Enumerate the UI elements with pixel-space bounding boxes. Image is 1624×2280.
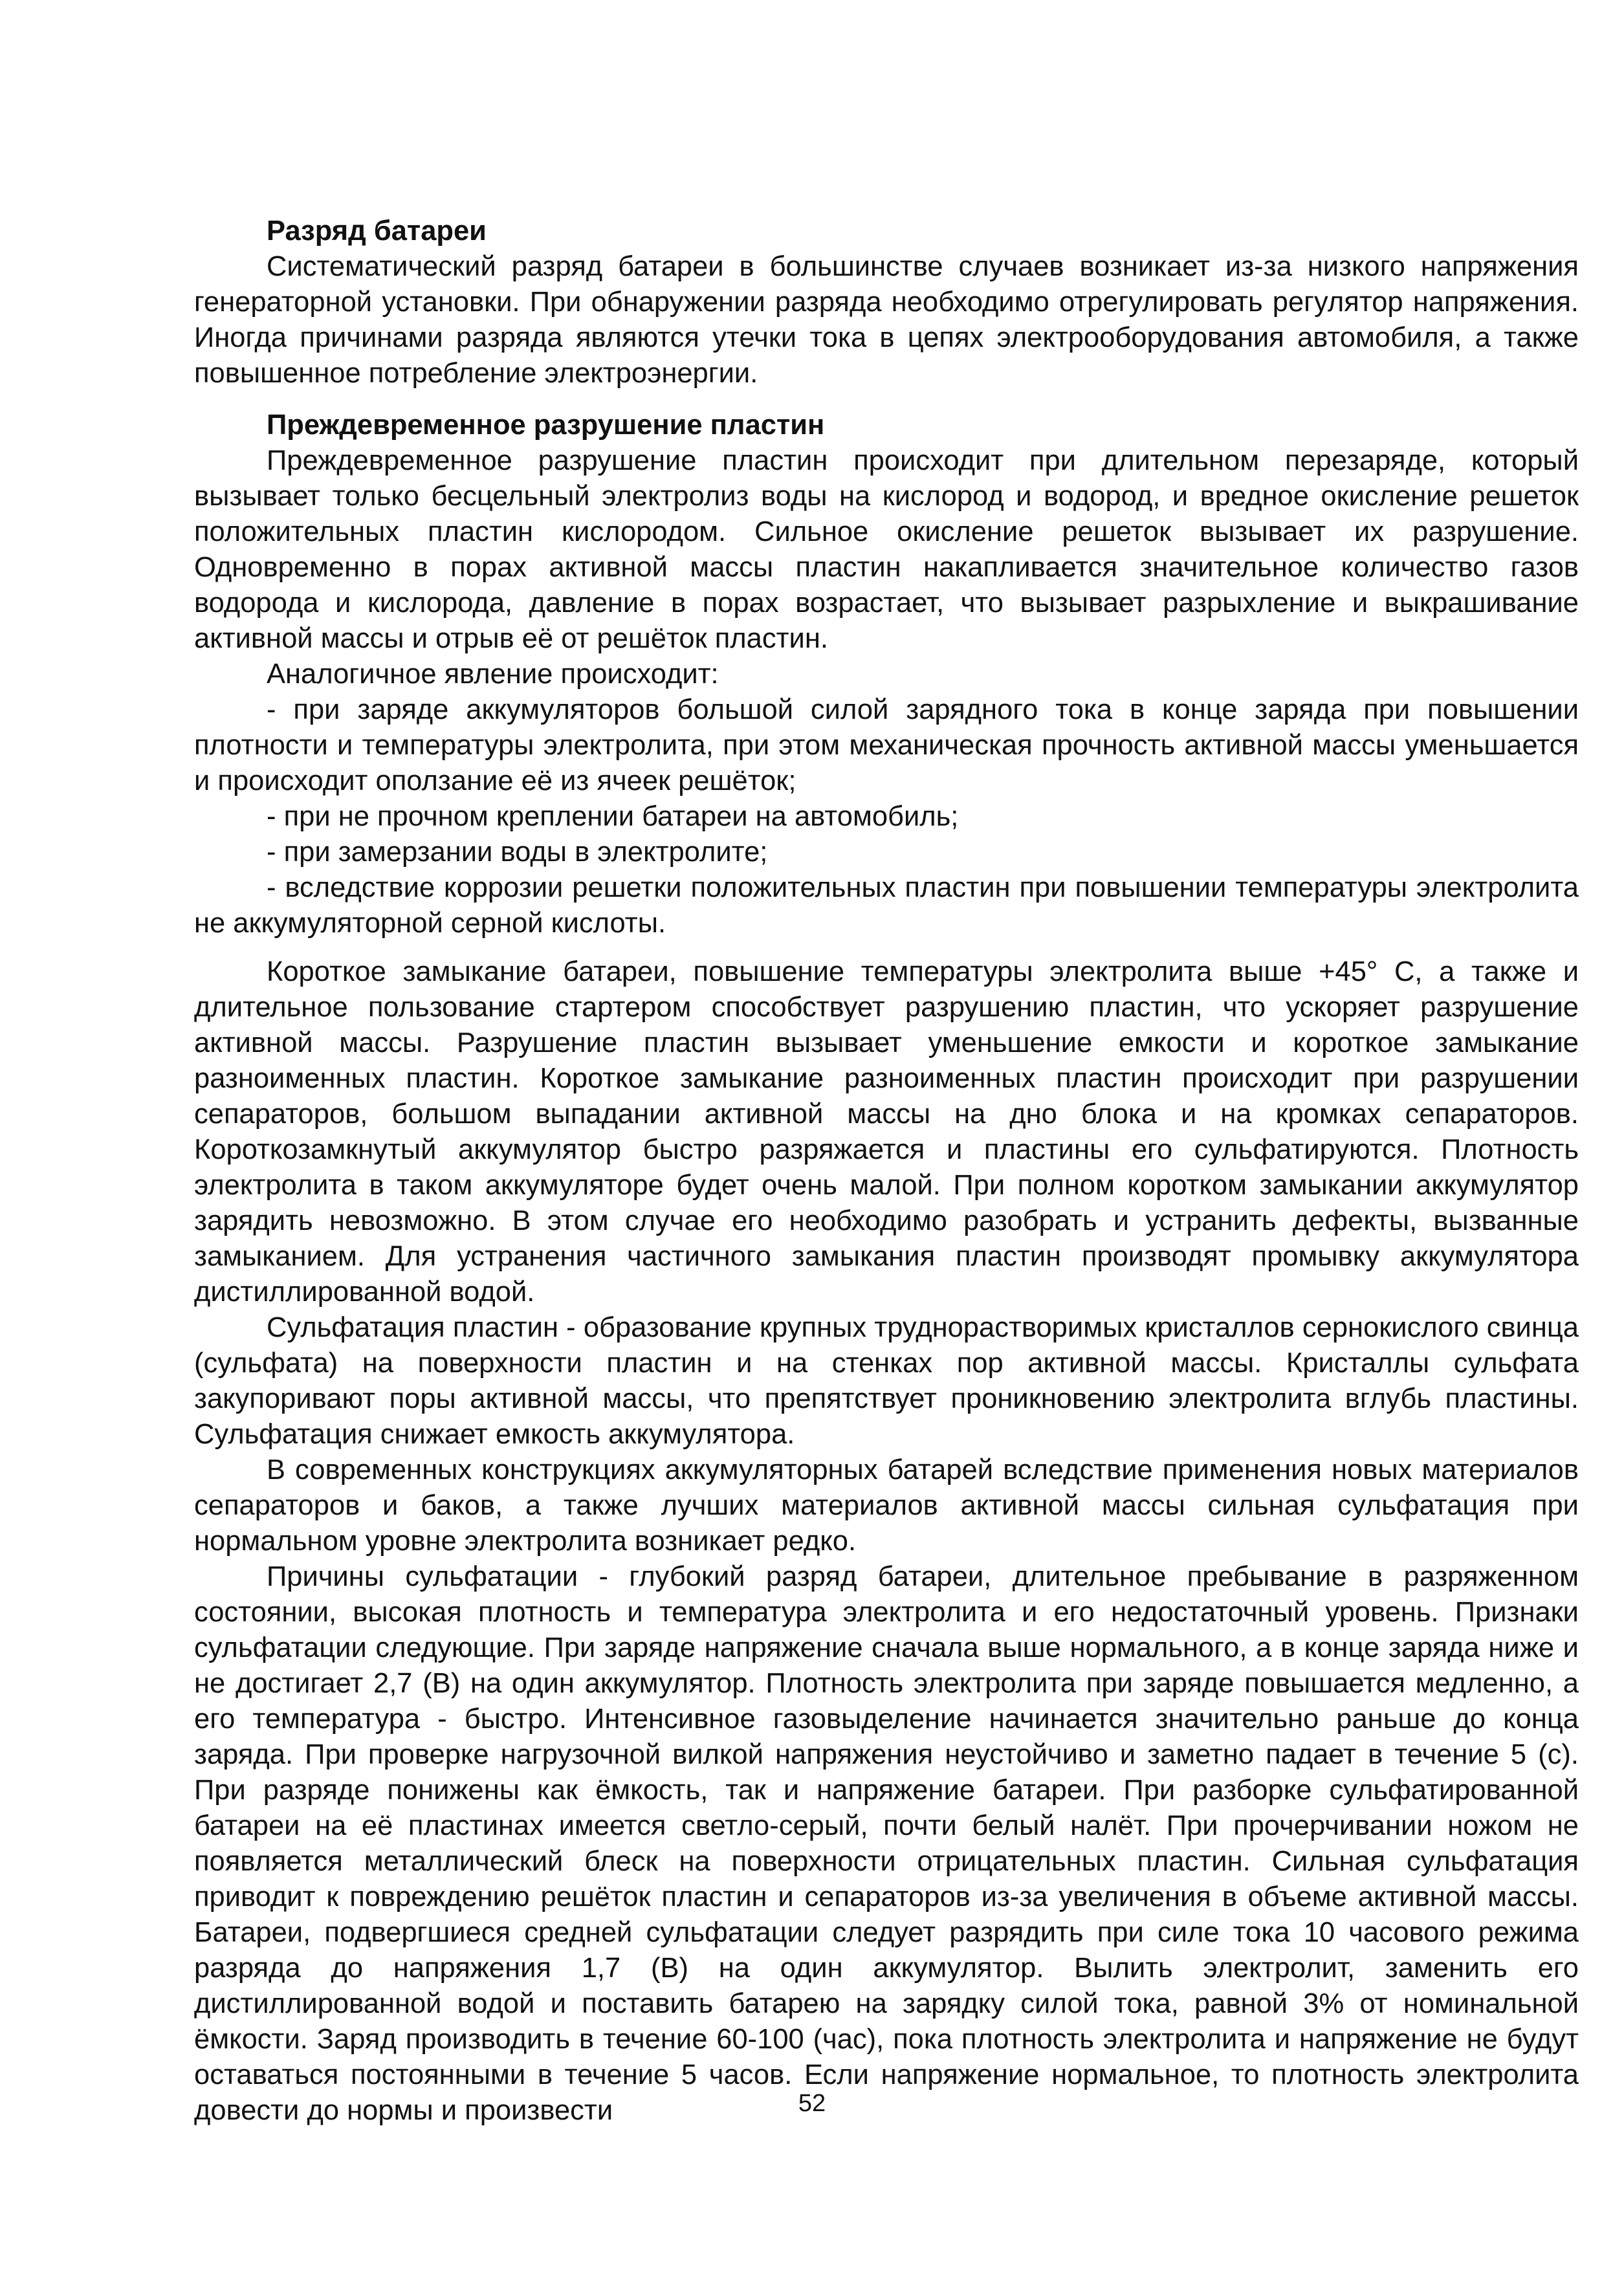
list-item-4: - вследствие коррозии решетки положительных пластин при повышении температуры электролита не аккумуляторной серной кислоты.	[194, 872, 1579, 939]
paragraph-plates-1: Преждевременное разрушение пластин происходит при длительном перезаряде, который вызывает только бесцельный электролиз воды на кислород и водород, и вредное окисление решеток положительных пластин кислородом. Сильное окисление решеток вызывает их разрушение. Одновременно в порах активной массы пластин накапливается значительное количество газов водорода и кислорода, давление в порах возрастает, что вызывает разрыхление и выкрашивание активной массы и отрыв её от решёток пластин.	[194, 445, 1579, 654]
list-item-1: - при заряде аккумуляторов большой силой зарядного тока в конце заряда при повышении плотности и температуры электролита, при этом механическая прочность активной массы уменьшается и происходит оползание её из ячеек решёток;	[194, 694, 1579, 796]
paragraph-plates-6: Причины сульфатации - глубокий разряд батареи, длительное пребывание в разряженном состоянии, высокая плотность и температура электролита и его недостаточный уровень. Признаки сульфатации следующие. При заряде напряжение сначала выше нормального, а в конце заряда ниже и не достигает 2,7 (В) на один аккумулятор. Плотность электролита при заряде повышается медленно, а его температура - быстро. Интенсивное газовыделение начинается значительно раньше до конца заряда. При проверке нагрузочной вилкой напряжения неустойчиво и заметно падает в течение 5 (с). При разряде понижены как ёмкость, так и напряжение батареи. При разборке сульфатированной батареи на её пластинах имеется светло-серый, почти белый налёт. При прочерчивании ножом не появляется металлический блеск на поверхности отрицательных пластин. Сильная сульфатация приводит к повреждению решёток пластин и сепараторов из-за увеличения в объеме активной массы. Батареи, подвергшиеся средней сульфатации следует разрядить при силе тока 10 часового режима разряда до напряжения 1,7 (В) на один аккумулятор. Вылить электролит, заменить его дистиллированной водой и поставить батарею на зарядку силой тока, равной 3% от номинальной ёмкости. Заряд производить в течение 60-100 (час), пока плотность электролита и напряжение не будут оставаться постоянными в течение 5 часов. Если напряжение нормальное, то плотность электролита довести до нормы и произвести	[194, 1561, 1579, 2126]
section-heading-plates: Преждевременное разрушение пластин	[267, 410, 825, 441]
page-number: 52	[798, 2090, 826, 2117]
page-content	[194, 214, 1579, 2129]
paragraph-plates-4: Сульфатация пластин - образование крупных труднорастворимых кристаллов сернокислого свинца (сульфата) на поверхности пластин и на стенках пор активной массы. Кристаллы сульфата закупоривают поры активной массы, что препятствует проникновению электролита вглубь пластины. Сульфатация снижает емкость аккумулятора.	[194, 1312, 1579, 1450]
list-item-2: - при не прочном креплении батареи на автомобиль;	[267, 801, 959, 832]
paragraph-discharge: Систематический разряд батареи в большинстве случаев возникает из-за низкого напряжения генераторной установки. При обнаружении разряда необходимо отрегулировать регулятор напряжения. Иногда причинами разряда являются утечки тока в цепях электрооборудования автомобиля, а также повышенное потребление электроэнергии.	[194, 251, 1579, 389]
list-item-3: - при замерзании воды в электролите;	[267, 837, 768, 868]
paragraph-plates-3: Короткое замыкание батареи, повышение температуры электролита выше +45° С, а также и длительное пользование стартером способствует разрушению пластин, что ускоряет разрушение активной массы. Разрушение пластин вызывает уменьшение емкости и короткое замыкание разноименных пластин. Короткое замыкание разноименных пластин происходит при разрушении сепараторов, большом выпадании активной массы на дно блока и на кромках сепараторов. Короткозамкнутый аккумулятор быстро разряжается и пластины его сульфатируются. Плотность электролита в таком аккумуляторе будет очень малой. При полном коротком замыкании аккумулятор зарядить невозможно. В этом случае его необходимо разобрать и устранить дефекты, вызванные замыканием. Для устранения частичного замыкания пластин производят промывку аккумулятора дистиллированной водой.	[194, 956, 1579, 1308]
paragraph-plates-5: В современных конструкциях аккумуляторных батарей вследствие применения новых материалов сепараторов и баков, а также лучших материалов активной массы сильная сульфатация при нормальном уровне электролита возникает редко.	[194, 1454, 1579, 1557]
section-heading-discharge: Разряд батареи	[267, 215, 487, 247]
paragraph-plates-2: Аналогичное явление происходит:	[267, 659, 719, 690]
